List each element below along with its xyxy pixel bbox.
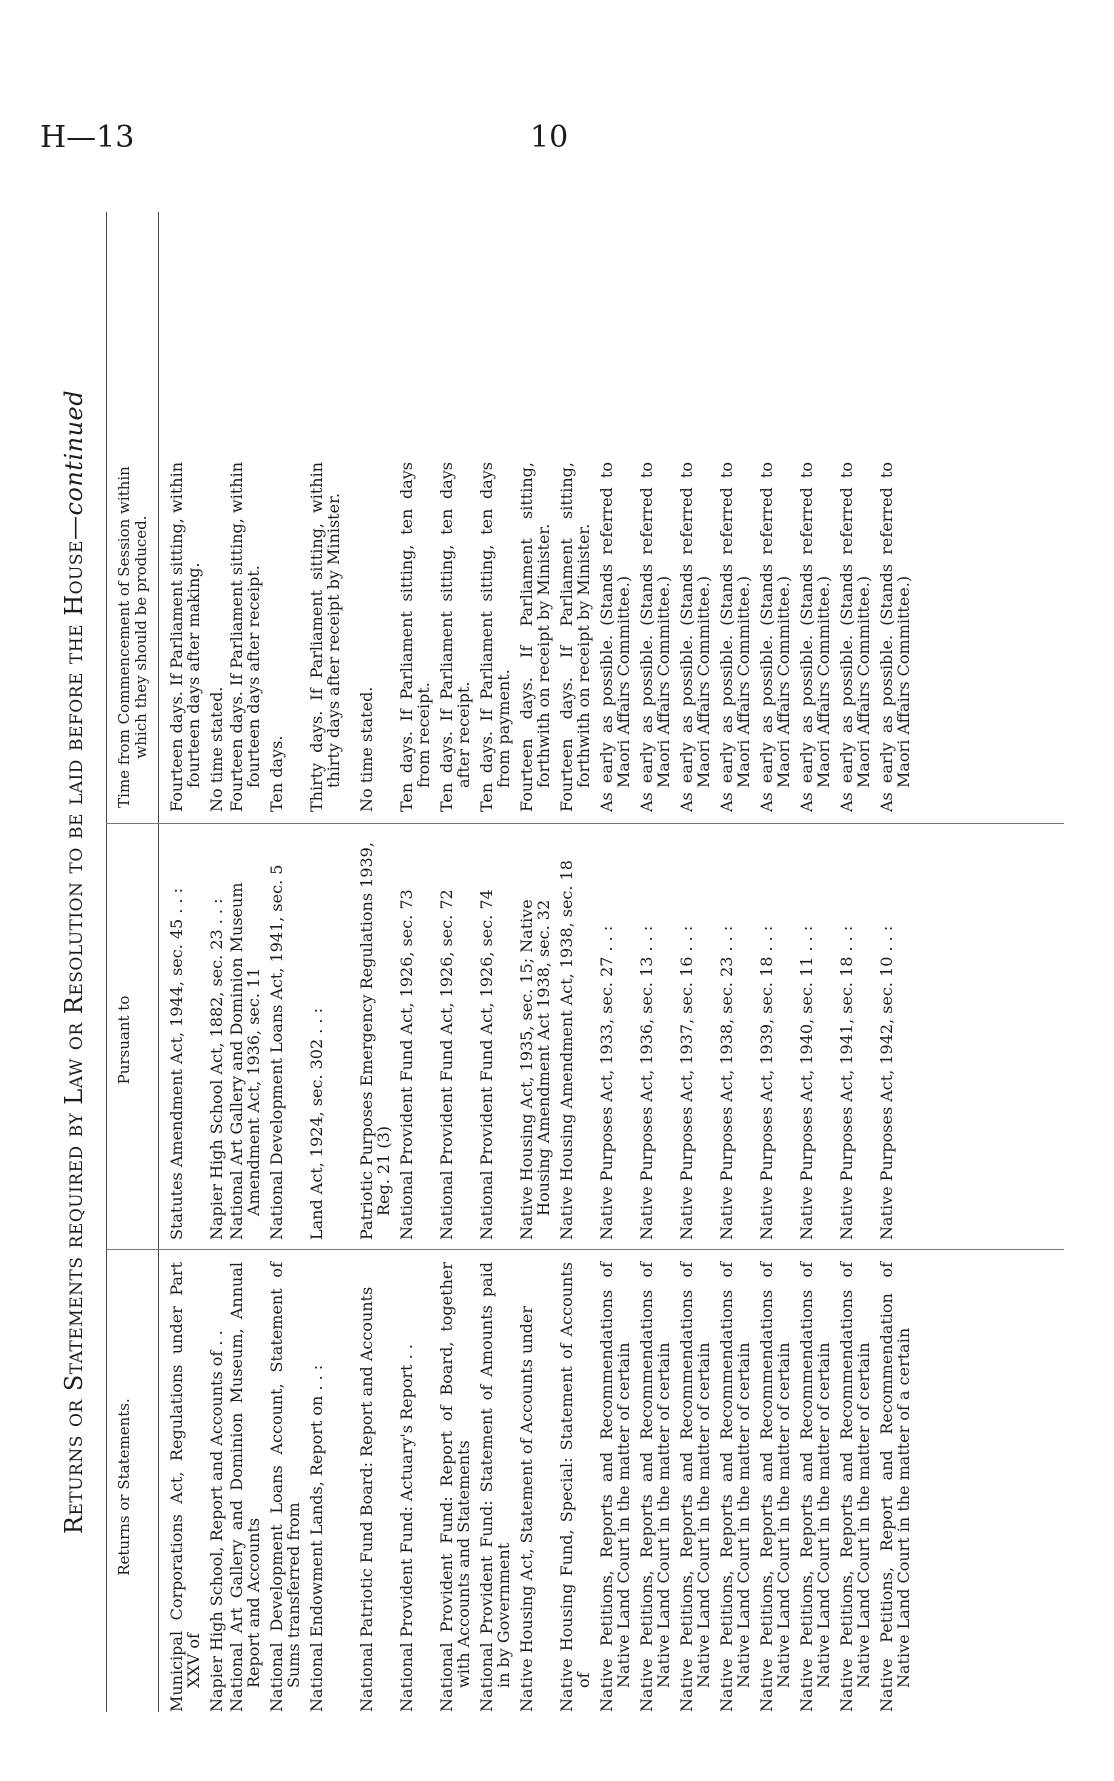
pursuant-cell: National Provident Fund Act, 1926, sec. 73 [397,889,416,1240]
returns-cell: Native Petitions, Reports and Recommendations of Native Land Court in the matter of certain [637,1262,673,1712]
pursuant-cell: Native Purposes Act, 1936, sec. 13 . . : [637,925,656,1240]
returns-cell: National Provident Fund: Report of Board, together with Accounts and Statements [437,1262,473,1712]
time-cell: As early as possible. (Stands referred to Maori Affairs Committee.) [597,462,633,812]
returns-cell: Native Petitions, Reports and Recommendations of Native Land Court in the matter of certain [597,1262,633,1712]
column-header-pursuant: Pursuant to [115,995,133,1085]
returns-cell: Native Housing Act, Statement of Accounts under [517,1306,536,1712]
pursuant-cell: Native Purposes Act, 1939, sec. 18 . . : [757,925,776,1240]
pursuant-cell: National Provident Fund Act, 1926, sec. 72 [437,889,456,1240]
time-cell: Ten days. If Parliament sitting, ten days after receipt. [437,462,473,812]
returns-cell: Native Petitions, Reports and Recommendations of Native Land Court in the matter of certain [677,1262,713,1712]
pursuant-cell: Native Housing Act, 1935, sec. 15; Native Housing Amendment Act 1938, sec. 32 [517,899,553,1240]
pursuant-cell: Land Act, 1924, sec. 302 . . : [307,1008,326,1240]
pursuant-cell: National Art Gallery and Dominion Museum Amendment Act, 1936, sec. 11 [227,882,263,1240]
time-cell: As early as possible. (Stands referred to Maori Affairs Committee.) [637,462,673,812]
returns-cell: National Endowment Lands, Report on . . : [307,1364,326,1712]
returns-cell: National Development Loans Account, Statement of Sums transferred from [267,1262,303,1712]
time-cell: Thirty days. If Parliament sitting, within thirty days after receipt by Minister. [307,462,343,812]
table-title [60,212,88,1712]
time-cell: Fourteen days. If Parliament sitting, within fourteen days after making. [167,462,203,812]
pursuant-cell: Native Purposes Act, 1941, sec. 18 . . : [837,925,856,1240]
time-cell: As early as possible. (Stands referred to Maori Affairs Committee.) [717,462,753,812]
time-cell: No time stated. [207,686,226,812]
series-code: H—13 [40,120,135,155]
time-cell: As early as possible. (Stands referred to Maori Affairs Committee.) [837,462,873,812]
time-cell: Ten days. If Parliament sitting, ten days from payment. [477,462,513,812]
pursuant-cell: Native Housing Amendment Act, 1938, sec. 18 [557,860,576,1240]
column-divider [106,823,1064,824]
returns-cell: National Patriotic Fund Board: Report and Accounts [357,1286,376,1712]
time-cell: Fourteen days. If Parliament sitting, forthwith on receipt by Minister. [557,462,593,812]
time-cell: As early as possible. (Stands referred to Maori Affairs Committee.) [877,462,913,812]
time-cell: As early as possible. (Stands referred to Maori Affairs Committee.) [677,462,713,812]
header-bottom-rule [158,212,159,1712]
pursuant-cell: Statutes Amendment Act, 1944, sec. 45 . . : [167,887,186,1240]
time-cell: As early as possible. (Stands referred to Maori Affairs Committee.) [797,462,833,812]
time-cell: Ten days. [267,735,286,812]
time-cell: Ten days. If Parliament sitting, ten days from receipt. [397,462,433,812]
pursuant-cell: Native Purposes Act, 1937, sec. 16 . . : [677,925,696,1240]
returns-cell: Native Petitions, Reports and Recommendations of Native Land Court in the matter of certain [837,1262,873,1712]
returns-cell: Native Petitions, Reports and Recommendations of Native Land Court in the matter of certain [797,1262,833,1712]
returns-cell: Native Housing Fund, Special: Statement of Accounts of [557,1262,593,1712]
time-cell: Fourteen days. If Parliament sitting, forthwith on receipt by Minister. [517,462,553,812]
title-main: Returns or Statements required by Law or Resolution to be laid before the House— [60,515,88,1535]
time-cell: Fourteen days. If Parliament sitting, within fourteen days after receipt. [227,462,263,812]
rotated-table [60,212,1064,1712]
column-header-returns: Returns or Statements. [115,1398,133,1576]
returns-cell: Native Petitions, Reports and Recommendations of Native Land Court in the matter of certain [717,1262,753,1712]
pursuant-cell: Native Purposes Act, 1942, sec. 10 . . : [877,925,896,1240]
time-cell: As early as possible. (Stands referred to Maori Affairs Committee.) [757,462,793,812]
pursuant-cell: National Development Loans Act, 1941, sec. 5 [267,864,286,1240]
returns-cell: National Art Gallery and Dominion Museum, Annual Report and Accounts [227,1262,263,1712]
returns-cell: National Provident Fund: Statement of Amounts paid in by Government [477,1262,513,1712]
time-cell: No time stated. [357,686,376,812]
title-continued: continued [60,389,88,516]
returns-cell: Native Petitions, Report and Recommendation of Native Land Court in the matter of a certain [877,1262,913,1712]
pursuant-cell: Patriotic Purposes Emergency Regulations 1939, Reg. 21 (3) [357,842,393,1240]
returns-cell: Napier High School, Report and Accounts of . . [207,1330,226,1712]
pursuant-cell: National Provident Fund Act, 1926, sec. 74 [477,889,496,1240]
returns-cell: National Provident Fund: Actuary's Report . . [397,1344,416,1712]
page-number: 10 [530,120,569,155]
pursuant-cell: Native Purposes Act, 1938, sec. 23 . . : [717,925,736,1240]
column-header-time: Time from Commencement of Session within which they should be produced. [115,466,150,808]
pursuant-cell: Native Purposes Act, 1940, sec. 11 . . : [797,925,816,1240]
column-divider [106,1249,1064,1250]
header-top-rule [106,212,107,1712]
returns-cell: Native Petitions, Reports and Recommendations of Native Land Court in the matter of certain [757,1262,793,1712]
returns-cell: Municipal Corporations Act, Regulations under Part XXV of [167,1262,203,1712]
pursuant-cell: Native Purposes Act, 1933, sec. 27 . . : [597,925,616,1240]
pursuant-cell: Napier High School Act, 1882, sec. 23 . . : [207,898,226,1240]
